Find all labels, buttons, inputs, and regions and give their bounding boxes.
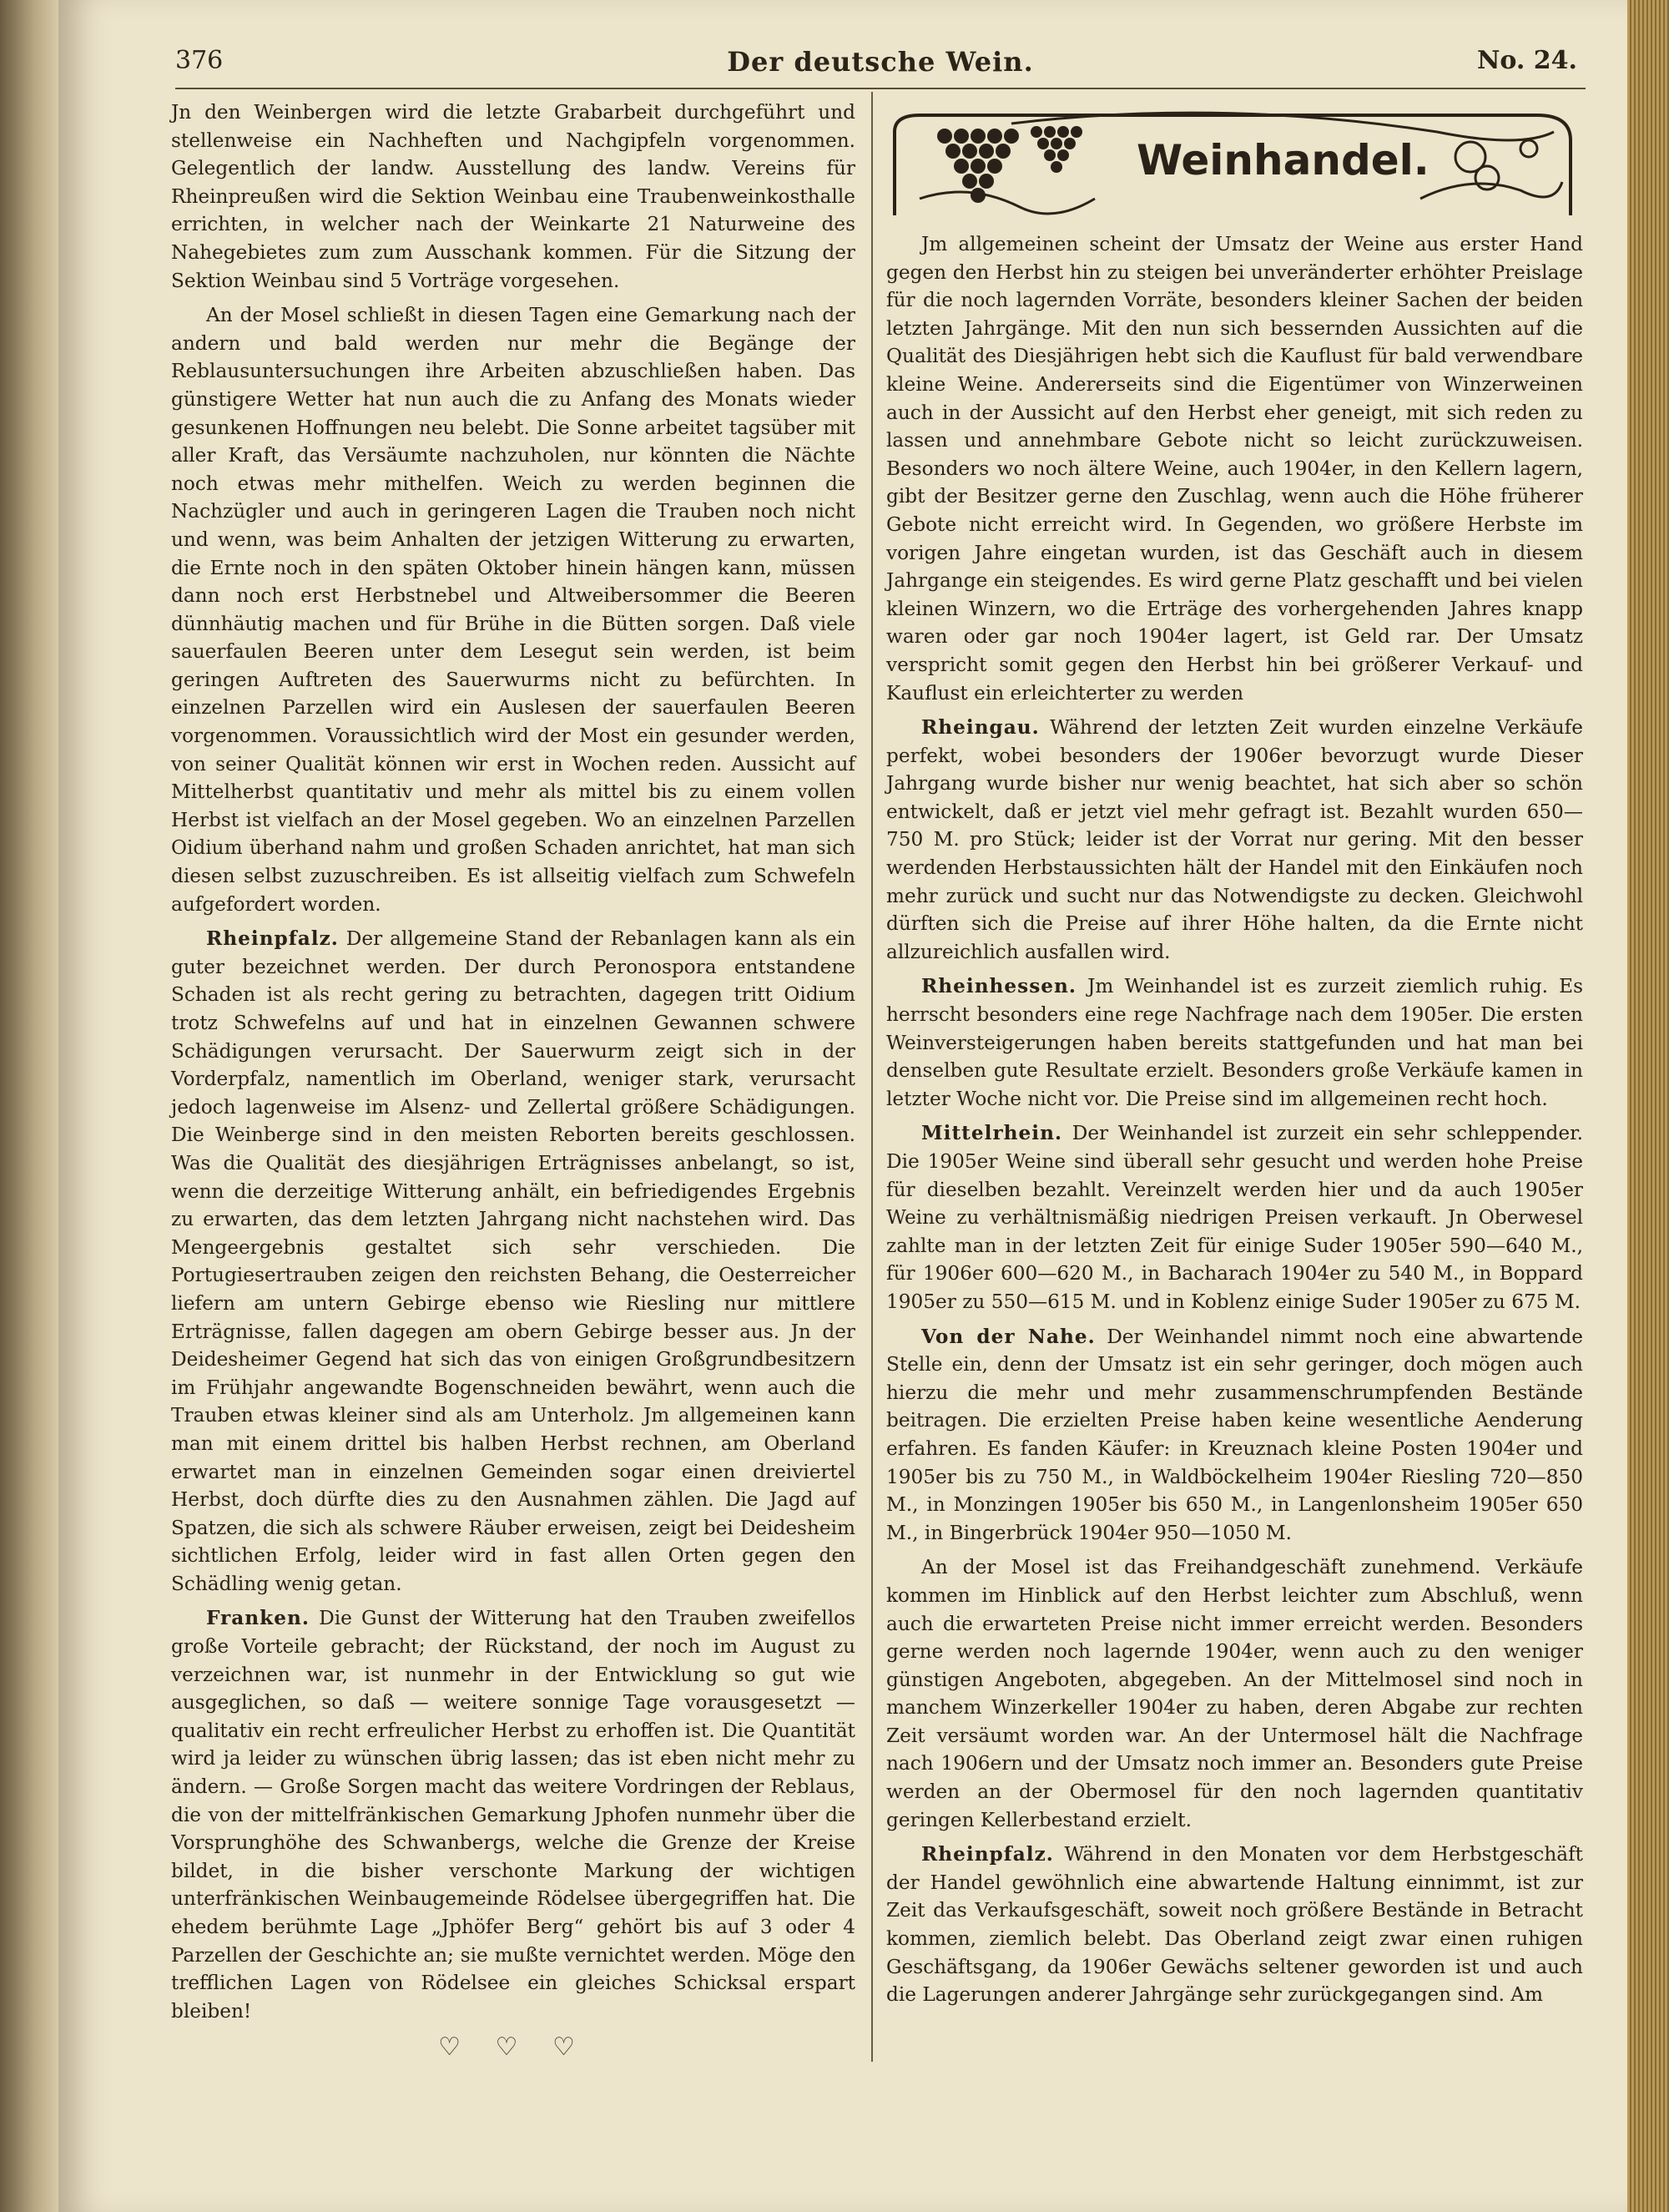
- region-heading: Von der Nahe.: [921, 1325, 1096, 1348]
- article-paragraph: Jn den Weinbergen wird die letzte Grabarbeit durchgeführt und stellenweise ein Nachheften und Nachgipfeln vorgenommen. Gelegentlich der landw. Ausstellung des landw. Vereins für Rheinpreußen wird die Sektion Weinbau eine Traubenweinkosthalle errichten, in welcher nach der Weinkarte 21 Naturweine des Nahegebietes zum zum Ausschank kommen. Für die Sitzung der Sektion Weinbau sind 5 Vorträge vorgesehen.: [171, 101, 855, 292]
- article-paragraph: An der Mosel ist das Freihandgeschäft zunehmend. Verkäufe kommen im Hinblick auf den Herbst leichter zum Abschluß, wenn auch die erwarteten Preise nicht immer erreicht werden. Besonders gerne werden noch lagernde 1904er, wenn auch zu den weniger günstigen Angeboten, abgegeben. An der Mittelmosel sind noch in manchem Winzerkeller 1904er zu haben, deren Abgabe zur rechten Zeit versäumt worden war. An der Untermosel hält die Nachfrage nach 1906ern und der Umsatz noch immer an. Besonders gute Preise werden an der Obermosel für den noch lagernden quantitativ geringen Kellerbestand erzielt.: [886, 1556, 1583, 1831]
- article-paragraph: Franken. Die Gunst der Witterung hat den Trauben zweifellos große Vorteile gebracht; der Rückstand, der noch im August zu verzeichnen war, ist nunmehr in der Entwicklung so gut wie ausgeglichen, so daß — weitere sonnige Tage vorausgesetzt — qualitativ ein recht erfreulicher Herbst zu erhoffen ist. Die Quantität wird ja leider zu wünschen übrig lassen; das ist eben nicht mehr zu ändern. — Große Sorgen macht das weitere Vordringen der Reblaus, die von der mittelfränkischen Gemarkung Jphofen nunmehr über die Vorsprunghöhe des Schwanbergs, welche die Grenze der Kreise bildet, in die bisher verschonte Markung der wichtigen unterfränkischen Weinbaugemeinde Rödelsee übergegriffen hat. Die ehedem berühmte Lage „Jphöfer Berg“ gehört bis auf 3 oder 4 Parzellen der Geschichte an; sie mußte vernichtet werden. Möge den trefflichen Lagen von Rödelsee ein gleiches Schicksal erspart bleiben!: [171, 1607, 855, 2023]
- article-paragraph: Rheinhessen. Jm Weinhandel ist es zurzeit ziemlich ruhig. Es herrscht besonders eine rege Nachfrage nach dem 1905er. Die ersten Weinversteigerungen haben bereits stattgefunden und hat man bei denselben gute Resultate erzielt. Besonders große Verkäufe kamen in letzter Woche nicht vor. Die Preise sind im allgemeinen recht hoch.: [886, 975, 1583, 1110]
- region-heading: Rheinpfalz.: [206, 927, 339, 951]
- article-paragraph: Mittelrhein. Der Weinhandel ist zurzeit ein sehr schleppender. Die 1905er Weine sind überall sehr gesucht und werden hohe Preise für dieselben bezahlt. Vereinzelt werden hier und da auch 1905er Weine zu verhältnismäßig niedrigen Preisen verkauft. Jn Oberwesel zahlte man in der letzten Zeit für einige Suder 1905er 590—640 M., für 1906er 600—620 M., in Bacharach 1904er zu 540 M., in Boppard 1905er zu 550—615 M. und in Koblenz einige Suder 1905er zu 675 M.: [886, 1122, 1583, 1313]
- header-rule: [175, 88, 1586, 89]
- page-edges: [1627, 0, 1669, 2212]
- page-number: 376: [175, 46, 224, 75]
- region-heading: Franken.: [206, 1607, 310, 1630]
- running-head: [175, 46, 1586, 88]
- section-title: Weinhandel.: [1137, 136, 1429, 184]
- column-divider: [871, 92, 873, 2062]
- region-heading: Rheinpfalz.: [921, 1843, 1054, 1866]
- right-column: [886, 98, 1583, 2016]
- ornament-hearts: ♡ ♡ ♡: [438, 2033, 588, 2063]
- article-paragraph: Von der Nahe. Der Weinhandel nimmt noch eine abwartende Stelle ein, denn der Umsatz ist ein sehr geringer, doch mögen auch hierzu die mehr und mehr zusammenschrumpfenden Bestände beitragen. Die erzielten Preise haben keine wesentliche Aenderung erfahren. Es fanden Käufer: in Kreuznach kleine Posten 1904er und 1905er bis zu 750 M., in Waldböckelheim 1904er Riesling 720—850 M., in Monzingen 1905er bis 650 M., in Langenlonsheim 1905er 650 M., in Bingerbrück 1904er 950—1050 M.: [886, 1325, 1583, 1544]
- article-paragraph: Jm allgemeinen scheint der Umsatz der Weine aus erster Hand gegen den Herbst hin zu steigen bei unveränderter erhöhter Preislage für die noch lagernden Vorräte, besonders kleiner Sachen der beiden letzten Jahrgänge. Mit den nun sich bessernden Aussichten auf die Qualität des Diesjährigen hebt sich die Kauflust für bald verwendbare kleine Weine. Andererseits sind die Eigentümer von Winzerweinen auch in der Aussicht auf den Herbst eher geneigt, mit sich reden zu lassen und annehmbare Gebote nicht so leicht zurückzuweisen. Besonders wo noch ältere Weine, auch 1904er, in den Kellern lagern, gibt der Besitzer gerne den Zuschlag, wenn auch die Höhe früherer Gebote nicht erreicht wird. In Gegenden, wo größere Herbste im vorigen Jahre eingetan wurden, ist das Geschäft auch in diesem Jahrgange ein steigendes. Es wird gerne Platz geschafft und bei vielen kleinen Winzern, wo die Erträge des vorhergehenden Jahres knapp waren oder gar noch 1904er lagert, ist Geld rar. Der Umsatz verspricht somit gegen den Herbst hin bei größerer Verkauf- und Kauflust ein erleichterter zu werden: [886, 233, 1583, 705]
- region-heading: Mittelrhein.: [921, 1122, 1063, 1145]
- article-paragraph: Rheinpfalz. Während in den Monaten vor dem Herbstgeschäft der Handel gewöhnlich eine abwartende Haltung einnimmt, ist zur Zeit das Verkaufsgeschäft, soweit noch größere Bestände in Betracht kommen, ziemlich belebt. Das Oberland zeigt zwar einen ruhigen Geschäftsgang, da 1906er Gewächs seltener geworden ist und auch die Lagerungen anderer Jahrgänge sehr zurückgegangen sind. Am: [886, 1843, 1583, 2007]
- book-spine: [0, 0, 58, 2212]
- left-column: [171, 98, 855, 2062]
- region-heading: Rheingau.: [921, 716, 1040, 740]
- article-paragraph: An der Mosel schließt in diesen Tagen eine Gemarkung nach der andern und bald werden nur mehr die Begänge der Reblausuntersuchungen ihre Arbeiten abzuschließen haben. Das günstigere Wetter hat nun auch die zu Anfang des Monats wieder gesunkenen Hoffnungen neu belebt. Die Sonne arbeitet tagsüber mit aller Kraft, das Versäumte nachzuholen, nur könnten die Nächte noch etwas mehr mithelfen. Weich zu werden beginnen die Nachzügler und auch in geringeren Lagen die Trauben noch nicht und wenn, was beim Anhalten der jetzigen Witterung zu erwarten, die Ernte noch in den späten Oktober hinein hängen kann, müssen dann noch erst Herbstnebel und Altweibersommer die Beeren dünnhäutig machen und für Brühe in die Bütten sorgen. Daß viele sauerfaulen Beeren unter dem Lesegut sein werden, ist beim geringen Auftreten des Sauerwurms nicht zu befürchten. In einzelnen Parzellen wird ein Auslesen der sauerfaulen Beeren vorgenommen. Voraussichtlich wird der Most ein gesunder werden, von seiner Qualität können wir erst in Wochen reden. Aussicht auf Mittelherbst quantitativ und mehr als mittel bis zu einem vollen Herbst ist vielfach an der Mosel gegeben. Wo an einzelnen Parzellen Oidium überhand nahm und großen Schaden anrichtet, hat man sich diesen selbst zuzuschreiben. Es ist allseitig vielfach zum Schwefeln aufgefordert worden.: [171, 304, 855, 916]
- article-paragraph: Rheinpfalz. Der allgemeine Stand der Rebanlagen kann als ein guter bezeichnet werden. Der durch Peronospora entstandene Schaden ist als recht gering zu betrachten, dagegen tritt Oidium trotz Schwefelns auf und hat in einzelnen Gewannen schwere Schädigungen verursacht. Der Sauerwurm zeigt sich in der Vorderpfalz, namentlich im Oberland, weniger stark, verursacht jedoch lagenweise im Alsenz- und Zellertal größere Schädigungen. Die Weinberge sind in den meisten Reborten bereits geschlossen. Was die Qualität des diesjährigen Erträgnisses anbelangt, so ist, wenn die derzeitige Witterung anhält, ein befriedigendes Ergebnis zu erwarten, das dem letzten Jahrgang nicht nachstehen wird. Das Mengeergebnis gestaltet sich sehr verschieden. Die Portugiesertrauben zeigen den reichsten Behang, die Oesterreicher liefern am untern Gebirge ebenso wie Riesling nur mittlere Erträgnisse, fallen dagegen am obern Gebirge besser aus. Jn der Deidesheimer Gegend hat sich das von einigen Großgrundbesitzern im Frühjahr angewandte Bogenschneiden bewährt, wenn auch die Trauben etwas kleiner sind als am Unterholz. Jm allgemeinen kann man mit einem drittel bis halben Herbst rechnen, am Oberland erwartet man in einzelnen Gemeinden sogar einen dreiviertel Herbst, doch dürfte dies zu den Ausnahmen zählen. Die Jagd auf Spatzen, die sich als schwere Räuber erweisen, zeigt bei Deidesheim sichtlichen Erfolg, leider wird in fast allen Orten gegen den Schädling wenig getan.: [171, 927, 855, 1595]
- section-vignette: [886, 98, 1583, 224]
- region-heading: Rheinhessen.: [921, 975, 1077, 998]
- issue-number: No. 24.: [1477, 46, 1577, 75]
- article-paragraph: Rheingau. Während der letzten Zeit wurden einzelne Verkäufe perfekt, wobei besonders der 1906er bevorzugt wurde Dieser Jahrgang wurde bisher nur wenig beachtet, hat sich aber so schön entwickelt, daß er jetzt viel mehr gefragt ist. Bezahlt wurden 650—750 M. pro Stück; leider ist der Vorrat nur gering. Mit den besser werdenden Herbstaussichten hält der Handel mit den Einkäufen noch mehr zurück und sucht nur das Notwendigste zu decken. Gleichwohl dürften sich die Preise auf ihrer Höhe halten, da die Ernte nicht allzureichlich ausfallen wird.: [886, 716, 1583, 963]
- journal-title: Der deutsche Wein.: [727, 46, 1034, 78]
